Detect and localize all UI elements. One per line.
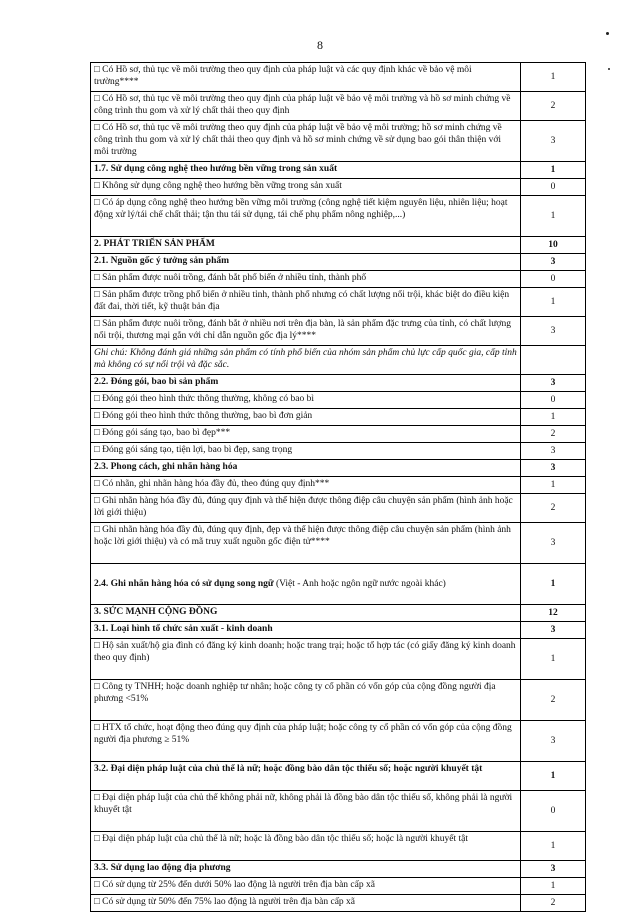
- criterion-text: □ Sản phẩm được nuôi trồng, đánh bắt ở nhiều nơi trên địa bàn, là sản phẩm đặc trưng của tỉnh, có chất lượng nổi trội, thương mại gắn với chỉ dẫn nguồn gốc địa lý****: [91, 317, 521, 346]
- criterion-score: 3: [521, 523, 586, 564]
- table-row: [91, 375, 586, 392]
- table-row: [91, 254, 586, 271]
- criterion-score: 1: [521, 63, 586, 92]
- section-heading: 3. SỨC MẠNH CỘNG ĐỒNG: [91, 605, 521, 622]
- criterion-text: □ Có Hồ sơ, thủ tục về môi trường theo quy định của pháp luật về bảo vệ môi trường; hồ sơ minh chứng về công trình thu gom và xử lý chất thải theo quy định và hồ sơ minh chứng về sử dụng bao gói thân thiện với môi trường: [91, 121, 521, 162]
- criterion-score: 3: [521, 460, 586, 477]
- note-text: Ghi chú: Không đánh giá những sản phẩm có tính phổ biến của nhóm sản phẩm chủ lực cấp quốc gia, cấp tỉnh mà không có sự nổi trội và đặc sắc.: [91, 346, 521, 375]
- criterion-text: □ Ghi nhãn hàng hóa đầy đủ, đúng quy định và thể hiện được thông điệp câu chuyện sản phẩm (hình ảnh hoặc lời giới thiệu): [91, 494, 521, 523]
- criterion-score: 3: [521, 443, 586, 460]
- criterion-score: 1: [521, 409, 586, 426]
- table-row: [91, 762, 586, 791]
- margin-dot: [606, 32, 609, 35]
- criterion-text: □ Có sử dụng từ 50% đến 75% lao động là người trên địa bàn cấp xã: [91, 895, 521, 912]
- criterion-heading-rest: (Việt - Anh hoặc ngôn ngữ nước ngoài khác): [273, 578, 446, 589]
- criterion-text: □ Hộ sản xuất/hộ gia đình có đăng ký kinh doanh; hoặc trang trại; hoặc tổ hợp tác (có giấy đăng ký kinh doanh theo quy định): [91, 639, 521, 680]
- criterion-score: 0: [521, 791, 586, 832]
- criterion-score: 1: [521, 162, 586, 179]
- criteria-table: [90, 62, 586, 912]
- criterion-score: 2: [521, 426, 586, 443]
- table-row: [91, 237, 586, 254]
- criterion-score: 0: [521, 271, 586, 288]
- criterion-score: 1: [521, 639, 586, 680]
- margin-dot: [608, 68, 610, 70]
- criterion-text: □ Đại diện pháp luật của chủ thể là nữ; hoặc là đồng bào dân tộc thiểu số; hoặc là người khuyết tật: [91, 832, 521, 861]
- criterion-heading: 2.1. Nguồn gốc ý tưởng sản phẩm: [91, 254, 521, 271]
- criterion-score: 1: [521, 832, 586, 861]
- criterion-heading: 2.3. Phong cách, ghi nhãn hàng hóa: [91, 460, 521, 477]
- table-row: [91, 791, 586, 832]
- table-row: [91, 460, 586, 477]
- table-row: [91, 861, 586, 878]
- criterion-heading: [91, 564, 521, 605]
- criterion-text: □ Có nhãn, ghi nhãn hàng hóa đầy đủ, theo đúng quy định***: [91, 477, 521, 494]
- criterion-score: 3: [521, 375, 586, 392]
- table-row: [91, 92, 586, 121]
- table-row: [91, 121, 586, 162]
- criterion-heading: 2.2. Đóng gói, bao bì sản phẩm: [91, 375, 521, 392]
- section-heading: 2. PHÁT TRIỂN SẢN PHẨM: [91, 237, 521, 254]
- table-row: [91, 605, 586, 622]
- criterion-text: □ Có Hồ sơ, thủ tục về môi trường theo quy định của pháp luật về bảo vệ môi trường và hồ sơ minh chứng về công trình thu gom và xử lý chất thải theo quy định: [91, 92, 521, 121]
- criterion-score: 1: [521, 762, 586, 791]
- criterion-score: 1: [521, 477, 586, 494]
- criterion-text: □ Không sử dụng công nghệ theo hướng bền vững trong sản xuất: [91, 179, 521, 196]
- criterion-score: [521, 346, 586, 375]
- table-row: [91, 409, 586, 426]
- criterion-text: □ Sản phẩm được nuôi trồng, đánh bắt phổ biến ở nhiều tỉnh, thành phố: [91, 271, 521, 288]
- criterion-text: □ Đóng gói sáng tạo, tiện lợi, bao bì đẹp, sang trọng: [91, 443, 521, 460]
- criterion-heading: 1.7. Sử dụng công nghệ theo hướng bền vững trong sản xuất: [91, 162, 521, 179]
- table-row: [91, 162, 586, 179]
- table-row: [91, 564, 586, 605]
- criterion-score: 3: [521, 254, 586, 271]
- table-row: [91, 271, 586, 288]
- criterion-score: 2: [521, 494, 586, 523]
- criterion-heading-bold: 2.4. Ghi nhãn hàng hóa có sử dụng song ngữ: [94, 578, 274, 589]
- criterion-score: 3: [521, 721, 586, 762]
- criterion-text: □ Công ty TNHH; hoặc doanh nghiệp tư nhân; hoặc công ty cổ phần có vốn góp của cộng đồng người địa phương <51%: [91, 680, 521, 721]
- criterion-text: □ Sản phẩm được trồng phổ biến ở nhiều tỉnh, thành phố nhưng có chất lượng nổi trội, khác biệt do điều kiện đất đai, thời tiết, kỹ thuật bản địa: [91, 288, 521, 317]
- table-row: [91, 392, 586, 409]
- criterion-score: 0: [521, 179, 586, 196]
- page-number: 8: [317, 38, 323, 52]
- criterion-score: 0: [521, 392, 586, 409]
- table-row: [91, 179, 586, 196]
- criterion-score: 2: [521, 92, 586, 121]
- criterion-score: 1: [521, 878, 586, 895]
- criterion-text: □ Có Hồ sơ, thủ tục về môi trường theo quy định của pháp luật và các quy định khác về bảo vệ môi trường****: [91, 63, 521, 92]
- table-row: [91, 895, 586, 912]
- criterion-text: □ Đại diện pháp luật của chủ thể không phải nữ, không phải là đồng bào dân tộc thiểu số, không phải là người khuyết tật: [91, 791, 521, 832]
- criterion-score: 1: [521, 288, 586, 317]
- table-row: [91, 288, 586, 317]
- table-row: [91, 878, 586, 895]
- criterion-score: 1: [521, 564, 586, 605]
- criterion-text: □ HTX tổ chức, hoạt động theo đúng quy định của pháp luật; hoặc công ty cổ phần có vốn góp của cộng đồng người địa phương ≥ 51%: [91, 721, 521, 762]
- table-row: [91, 63, 586, 92]
- criterion-text: □ Đóng gói theo hình thức thông thường, không có bao bì: [91, 392, 521, 409]
- table-row: [91, 639, 586, 680]
- criterion-score: 1: [521, 196, 586, 237]
- table-row: [91, 622, 586, 639]
- table-row: [91, 494, 586, 523]
- criterion-heading: 3.1. Loại hình tổ chức sản xuất - kinh doanh: [91, 622, 521, 639]
- table-row: [91, 426, 586, 443]
- criterion-score: 3: [521, 622, 586, 639]
- criterion-text: □ Đóng gói theo hình thức thông thường, bao bì đơn giản: [91, 409, 521, 426]
- criterion-text: □ Đóng gói sáng tạo, bao bì đẹp***: [91, 426, 521, 443]
- table-row: [91, 832, 586, 861]
- criterion-heading: 3.3. Sử dụng lao động địa phương: [91, 861, 521, 878]
- table-row: [91, 317, 586, 346]
- table-row: [91, 721, 586, 762]
- table-row: [91, 477, 586, 494]
- table-row: [91, 346, 586, 375]
- table-row: [91, 523, 586, 564]
- criterion-heading: 3.2. Đại diện pháp luật của chủ thể là nữ; hoặc đồng bào dân tộc thiểu số; hoặc người khuyết tật: [91, 762, 521, 791]
- table-row: [91, 443, 586, 460]
- section-score: 12: [521, 605, 586, 622]
- table-row: [91, 196, 586, 237]
- table-row: [91, 680, 586, 721]
- criterion-score: 3: [521, 121, 586, 162]
- section-score: 10: [521, 237, 586, 254]
- criterion-score: 2: [521, 895, 586, 912]
- criterion-score: 3: [521, 317, 586, 346]
- criterion-score: 2: [521, 680, 586, 721]
- criterion-text: □ Có sử dụng từ 25% đến dưới 50% lao động là người trên địa bàn cấp xã: [91, 878, 521, 895]
- criterion-score: 3: [521, 861, 586, 878]
- criterion-text: □ Ghi nhãn hàng hóa đầy đủ, đúng quy định, đẹp và thể hiện được thông điệp câu chuyện sản phẩm (hình ảnh hoặc lời giới thiệu) và có mã truy xuất nguồn gốc điện tử****: [91, 523, 521, 564]
- criterion-text: □ Có áp dụng công nghệ theo hướng bền vững môi trường (công nghệ tiết kiệm nguyên liệu, nhiên liệu; hoạt động xử lý/tái chế chất thải; tận thu tái sử dụng, tái chế phụ phẩm nông nghiệp,...): [91, 196, 521, 237]
